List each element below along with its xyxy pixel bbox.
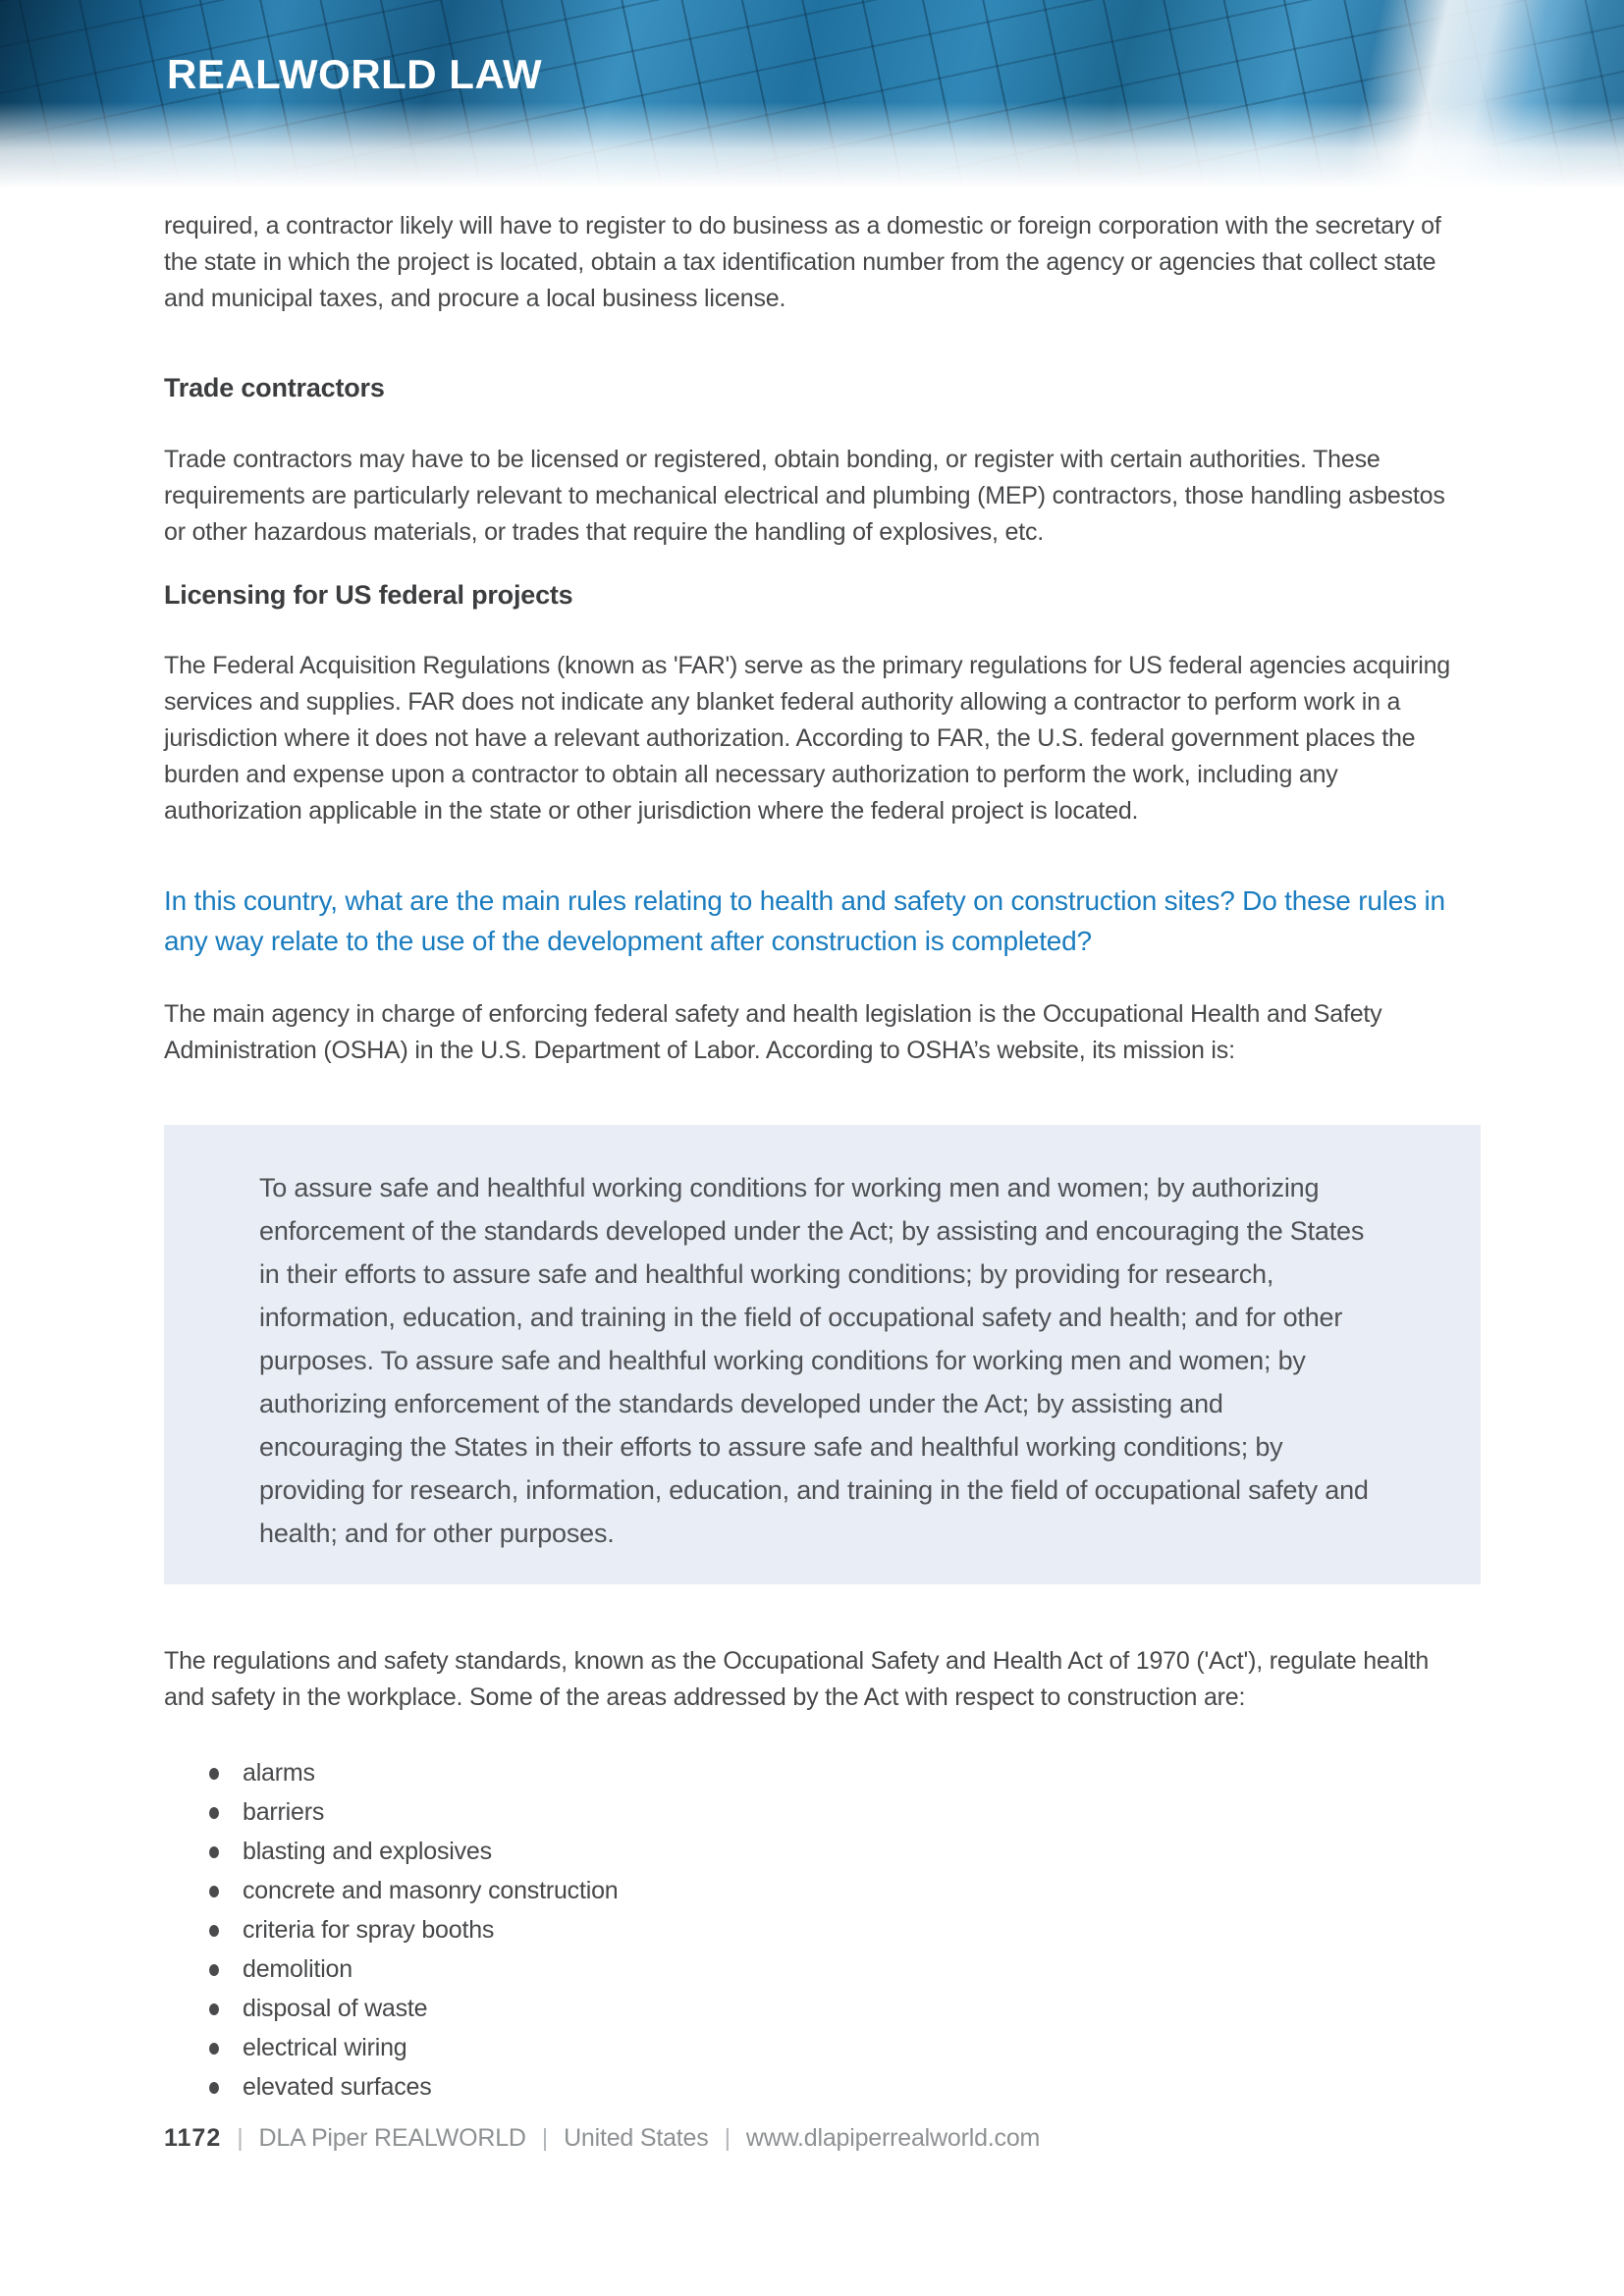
footer-separator: | <box>541 2124 549 2152</box>
page-number: 1172 <box>164 2124 222 2152</box>
bullet-icon <box>209 1964 219 1976</box>
list-item <box>209 1832 1463 1871</box>
heading-licensing-federal-projects: Licensing for US federal projects <box>164 580 573 610</box>
footer-separator: | <box>237 2124 244 2152</box>
list-item <box>209 1910 1463 1949</box>
list-item <box>209 1792 1463 1832</box>
osha-mission-quote-box <box>164 1125 1481 1584</box>
footer-separator: | <box>724 2124 731 2152</box>
list-item <box>209 1989 1463 2028</box>
list-item <box>209 2067 1463 2107</box>
bullet-icon <box>209 2082 219 2094</box>
page-footer <box>164 2122 1624 2154</box>
bullet-icon <box>209 1886 219 1897</box>
document-body <box>0 208 1624 2107</box>
bullet-icon <box>209 2043 219 2055</box>
list-item-label: criteria for spray booths <box>243 1916 495 1944</box>
bullet-icon <box>209 1925 219 1937</box>
bullet-icon <box>209 1846 219 1858</box>
footer-website-url: www.dlapiperrealworld.com <box>745 2124 1041 2152</box>
list-item <box>209 1753 1463 1792</box>
footer-country: United States <box>564 2124 709 2152</box>
paragraph-federal-acquisition-regulations: The Federal Acquisition Regulations (known as 'FAR') serve as the primary regulations for US federal agencies acquiring services and supplies. FAR does not indicate any blanket federal authority allowing a contractor to perform work in a jurisdiction where it does not have a relevant authorization. According to FAR, the U.S. federal government places the burden and expense upon a contractor to obtain all necessary authorization to perform the work, including any authorization applicable in the state or other jurisdiction where the federal project is located. <box>164 652 1451 825</box>
list-item <box>209 2028 1463 2067</box>
paragraph-registration-requirements: required, a contractor likely will have to register to do business as a domestic or foreign corporation with the secretary of the state in which the project is located, obtain a tax identification number from the agency or agencies that collect state and municipal taxes, and procure a local business license. <box>164 212 1441 312</box>
footer-publication: DLA Piper REALWORLD <box>258 2124 526 2152</box>
list-item-label: electrical wiring <box>243 2034 407 2061</box>
heading-trade-contractors: Trade contractors <box>164 373 385 402</box>
osha-mission-quote-text: To assure safe and healthful working conditions for working men and women; by authorizing enforcement of the standards developed under the Act; by assisting and encouraging the States in their efforts to assure safe and healthful working conditions; by providing for research, information, education, and training in the field of occupational safety and health; and for other purposes. To assure safe and healthful working conditions for working men and women; by authorizing enforcement of the standards developed under the Act; by assisting and encouraging the States in their efforts to assure safe and healthful working conditions; by providing for research, information, education, and training in the field of occupational safety and health; and for other purposes. <box>259 1173 1369 1548</box>
list-item-label: disposal of waste <box>243 1995 428 2022</box>
list-item <box>209 1949 1463 1989</box>
bullet-icon <box>209 1807 219 1819</box>
paragraph-trade-contractors: Trade contractors may have to be licensed or registered, obtain bonding, or register with certain authorities. These requirements are particularly relevant to mechanical electrical and plumbing (MEP) contractors, those handling asbestos or other hazardous materials, or trades that require the handling of explosives, etc. <box>164 446 1445 546</box>
publication-title: REALWORLD LAW <box>167 51 543 97</box>
list-item-label: alarms <box>243 1759 315 1787</box>
bullet-icon <box>209 2003 219 2015</box>
bullet-icon <box>209 1768 219 1780</box>
list-item-label: concrete and masonry construction <box>243 1877 619 1904</box>
list-item-label: barriers <box>243 1798 325 1826</box>
list-item-label: blasting and explosives <box>243 1838 492 1865</box>
question-heading-health-safety: In this country, what are the main rules relating to health and safety on construction sites? Do these rules in any way relate to the use of the development after construction is completed? <box>164 885 1445 956</box>
construction-areas-list <box>164 1753 1463 2107</box>
paragraph-osha-agency: The main agency in charge of enforcing federal safety and health legislation is the Occupational Health and Safety Administration (OSHA) in the U.S. Department of Labor. According to OSHA’s website, its mission is: <box>164 1000 1382 1064</box>
list-item <box>209 1871 1463 1910</box>
paragraph-act-regulations: The regulations and safety standards, known as the Occupational Safety and Health Act of 1970 ('Act'), regulate health and safety in the workplace. Some of the areas addressed by the Act with respect to construction are: <box>164 1647 1430 1711</box>
list-item-label: demolition <box>243 1955 352 1983</box>
list-item-label: elevated surfaces <box>243 2073 432 2101</box>
page-header-banner <box>0 0 1624 196</box>
